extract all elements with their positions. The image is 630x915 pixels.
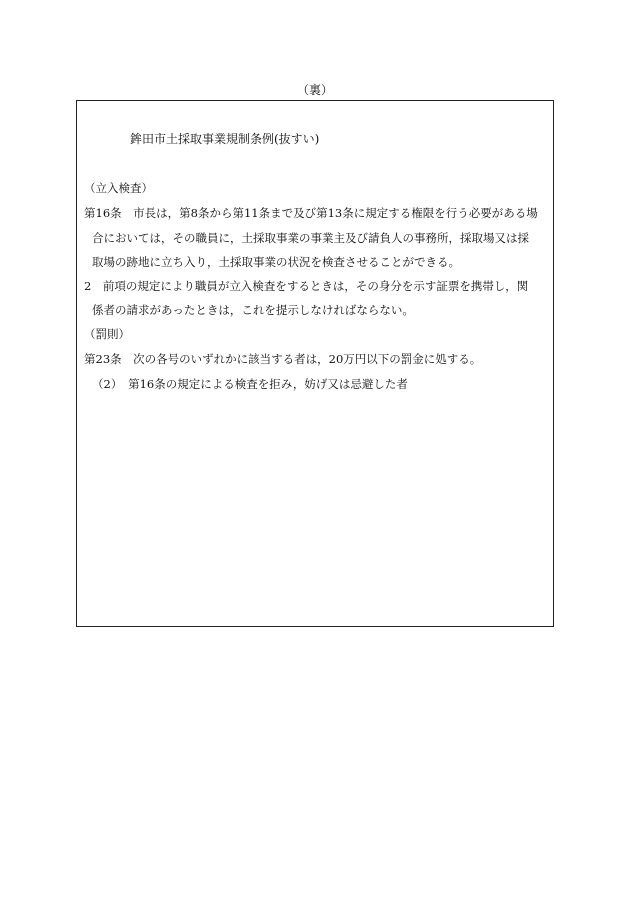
article-16-line-1: 第16条 市長は，第8条から第11条まで及び第13条に規定する権限を行う必要がある場 — [84, 206, 538, 220]
article-16-paragraph-2-line-2: 係者の請求があったときは，これを提示しなければならない。 — [92, 303, 414, 317]
page-side-label: （裏） — [296, 83, 333, 97]
article-16-paragraph-2-line-1: 2 前項の規定により職員が立入検査をするときは，その身分を示す証票を携帯し，関 — [84, 279, 529, 293]
section-heading-inspection: （立入検査） — [84, 181, 153, 195]
section-heading-penalties: （罰則） — [84, 327, 130, 341]
article-23-line: 第23条 次の各号のいずれかに該当する者は，20万円以下の罰金に処する。 — [84, 352, 482, 366]
document-title: 鉾田市土採取事業規制条例(抜すい) — [130, 132, 320, 146]
article-23-item-2: （2） 第16条の規定による検査を拒み，妨げ又は忌避した者 — [92, 377, 408, 391]
article-16-line-2: 合においては，その職員に，土採取事業の事業主及び請負人の事務所，採取場又は採 — [92, 231, 529, 245]
article-16-line-3: 取場の跡地に立ち入り，土採取事業の状況を検査させることができる。 — [92, 255, 460, 269]
